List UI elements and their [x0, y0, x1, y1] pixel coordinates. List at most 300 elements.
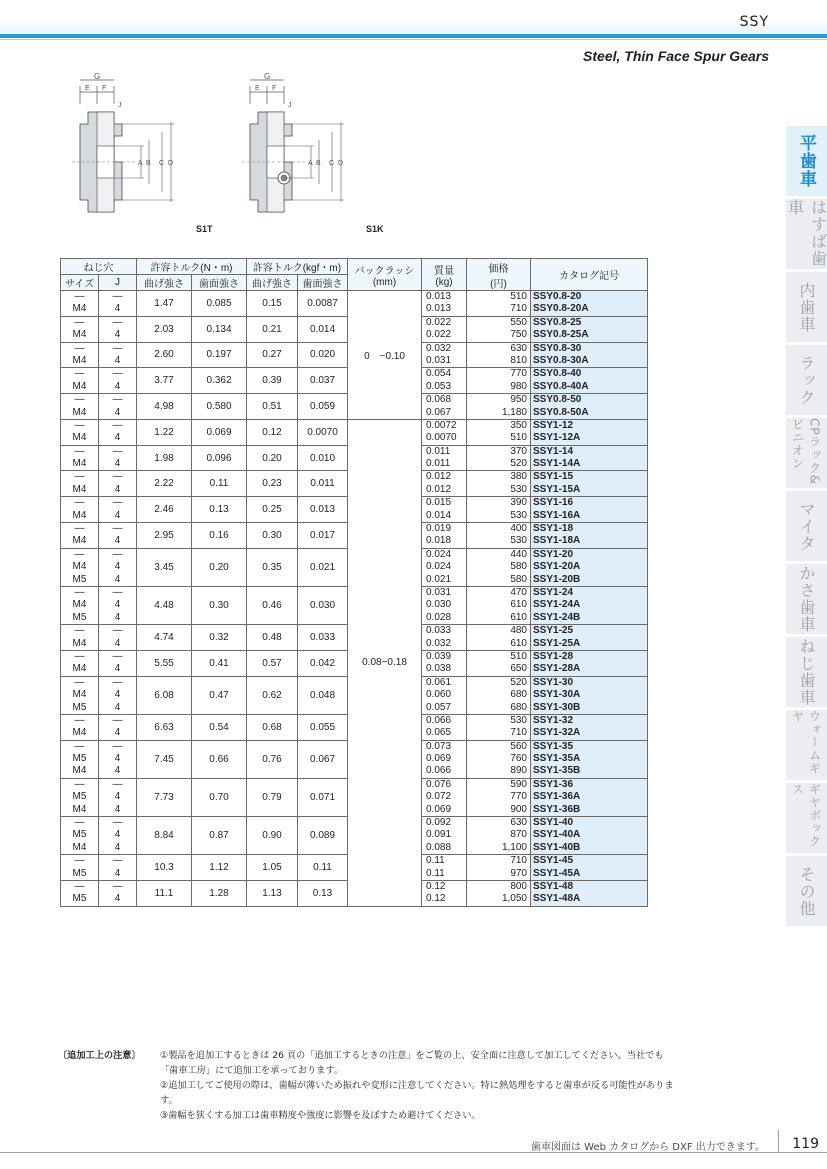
col-torque-kgfm: 許容トルク(kgf・m) — [247, 259, 348, 275]
size-cell — [61, 650, 99, 676]
size-cell-line: — — [74, 880, 85, 892]
size-cell — [61, 855, 99, 881]
col-price — [467, 259, 531, 291]
j-cell-line: 4 — [114, 701, 121, 713]
size-cell — [61, 471, 99, 497]
side-tab[interactable]: かさ歯車 — [786, 564, 827, 634]
bending-kgf-cell: 0.90 — [247, 817, 298, 855]
catalog-cell-line: SSY1-36A — [533, 791, 581, 803]
note-item: ③歯幅を狭くする加工は歯車精度や強度に影響を及ぼすため避けてください。 — [160, 1110, 481, 1121]
j-cell — [99, 471, 137, 497]
j-cell-line: 4 — [114, 727, 121, 739]
catalog-cell — [531, 740, 648, 778]
size-cell-line: M5 — [72, 701, 87, 713]
size-cell-line: M4 — [72, 765, 87, 777]
weight-cell-line: 0.091 — [426, 829, 452, 841]
side-tab[interactable]: 平歯車 — [786, 126, 827, 196]
weight-cell-line: 0.11 — [426, 855, 445, 867]
surface-kgf-cell: 0.0070 — [298, 419, 348, 445]
surface-nm-cell: 0.66 — [192, 740, 247, 778]
col-bending-nm: 曲げ強さ — [137, 275, 192, 291]
j-cell-line: 4 — [114, 765, 121, 777]
product-subtitle: Steel, Thin Face Spur Gears — [583, 48, 769, 64]
catalog-cell-line: SSY1-40B — [533, 841, 581, 853]
bending-nm-cell: 8.84 — [137, 817, 192, 855]
j-cell-line: 4 — [114, 573, 121, 585]
catalog-cell-line: SSY1-35 — [533, 740, 574, 752]
size-cell-line: M5 — [72, 573, 87, 585]
j-cell-line: 4 — [114, 432, 121, 444]
j-cell-line: 4 — [114, 753, 121, 765]
size-cell-line: — — [74, 586, 85, 598]
catalog-cell-line: SSY0.8-40A — [533, 380, 589, 392]
backlash-cell: 0 ~0.10 — [348, 291, 422, 420]
size-cell-line: — — [74, 419, 85, 431]
size-cell-line: M5 — [72, 791, 87, 803]
price-cell-line: 710 — [510, 727, 527, 739]
notes-lead: 〔追加工上の注意〕 — [58, 1050, 141, 1061]
price-cell — [467, 342, 531, 368]
catalog-cell — [531, 368, 648, 394]
size-cell-line: — — [74, 650, 85, 662]
catalog-cell-line: SSY1-24A — [533, 599, 581, 611]
bending-kgf-cell: 1.13 — [247, 880, 298, 906]
weight-cell — [422, 586, 467, 624]
price-cell-line: 630 — [510, 817, 527, 829]
bending-kgf-cell: 0.76 — [247, 740, 298, 778]
surface-kgf-cell: 0.11 — [298, 855, 348, 881]
j-cell-line: 4 — [114, 329, 121, 341]
size-cell-line: M4 — [72, 535, 87, 547]
weight-cell-line: 0.066 — [426, 714, 452, 726]
weight-cell — [422, 523, 467, 549]
size-cell-line: M4 — [72, 483, 87, 495]
side-tab[interactable]: その他 — [786, 856, 827, 926]
bending-nm-cell: 1.47 — [137, 291, 192, 317]
weight-cell-line: 0.060 — [426, 689, 452, 701]
j-cell — [99, 625, 137, 651]
bending-nm-cell: 4.74 — [137, 625, 192, 651]
col-screw-hole: ねじ穴 — [61, 259, 137, 275]
weight-cell — [422, 291, 467, 317]
j-cell-line: — — [112, 497, 123, 509]
price-cell-line: 610 — [510, 637, 527, 649]
svg-text:G: G — [94, 72, 101, 81]
bending-kgf-cell: 1.05 — [247, 855, 298, 881]
price-cell-line: 400 — [510, 523, 527, 535]
weight-cell-line: 0.013 — [426, 303, 452, 315]
surface-kgf-cell: 0.013 — [298, 497, 348, 523]
catalog-cell — [531, 342, 648, 368]
catalog-cell-line: SSY0.8-50A — [533, 406, 589, 418]
surface-kgf-cell: 0.048 — [298, 676, 348, 714]
catalog-cell-line: SSY1-30A — [533, 689, 581, 701]
catalog-cell — [531, 497, 648, 523]
size-cell-line: — — [74, 676, 85, 688]
surface-kgf-cell: 0.071 — [298, 778, 348, 816]
weight-cell — [422, 342, 467, 368]
bending-nm-cell: 5.55 — [137, 650, 192, 676]
bending-nm-cell: 1.22 — [137, 419, 192, 445]
j-cell-line: 4 — [114, 406, 121, 418]
catalog-cell-line: SSY1-25A — [533, 637, 581, 649]
j-cell-line: — — [112, 880, 123, 892]
surface-kgf-cell: 0.042 — [298, 650, 348, 676]
size-cell — [61, 778, 99, 816]
bending-kgf-cell: 0.39 — [247, 368, 298, 394]
bending-kgf-cell: 0.68 — [247, 714, 298, 740]
price-cell-line: 680 — [510, 689, 527, 701]
catalog-cell-line: SSY0.8-30 — [533, 342, 582, 354]
table-row — [61, 419, 648, 445]
size-cell — [61, 316, 99, 342]
weight-cell-line: 0.032 — [426, 342, 452, 354]
size-cell-line: M4 — [72, 727, 87, 739]
weight-cell-line: 0.028 — [426, 611, 452, 623]
weight-cell-line: 0.021 — [426, 573, 452, 585]
j-cell — [99, 368, 137, 394]
catalog-cell — [531, 471, 648, 497]
bending-nm-cell: 2.46 — [137, 497, 192, 523]
weight-cell — [422, 419, 467, 445]
bending-nm-cell: 2.95 — [137, 523, 192, 549]
surface-nm-cell: 0.069 — [192, 419, 247, 445]
surface-nm-cell: 0.16 — [192, 523, 247, 549]
side-tab[interactable]: マイタ — [786, 491, 827, 561]
price-cell — [467, 445, 531, 471]
surface-nm-cell: 0.085 — [192, 291, 247, 317]
catalog-cell-line: SSY1-18A — [533, 535, 581, 547]
surface-nm-cell: 1.12 — [192, 855, 247, 881]
j-cell-line: 4 — [114, 689, 121, 701]
weight-cell — [422, 497, 467, 523]
j-cell — [99, 586, 137, 624]
size-cell-line: M4 — [72, 663, 87, 675]
side-tab[interactable]: CPラック&ピニオン — [786, 418, 827, 488]
j-cell — [99, 445, 137, 471]
price-cell-line: 1,050 — [501, 893, 527, 905]
catalog-cell-line: SSY1-15 — [533, 471, 574, 483]
catalog-cell — [531, 445, 648, 471]
header-rule — [0, 34, 827, 38]
col-weight-label: 質量 — [434, 265, 454, 277]
surface-kgf-cell: 0.014 — [298, 316, 348, 342]
catalog-cell-line: SSY1-32 — [533, 714, 574, 726]
size-cell-line: M4 — [72, 303, 87, 315]
catalog-cell-line: SSY0.8-20 — [533, 291, 582, 302]
price-cell — [467, 880, 531, 906]
price-cell — [467, 368, 531, 394]
size-cell-line: M4 — [72, 329, 87, 341]
surface-kgf-cell: 0.033 — [298, 625, 348, 651]
side-tab[interactable]: はすば歯車 — [785, 199, 827, 267]
catalog-cell-line: SSY1-14A — [533, 458, 581, 470]
price-cell — [467, 625, 531, 651]
size-cell-line: — — [74, 548, 85, 560]
catalog-cell — [531, 291, 648, 317]
catalog-cell-line: SSY1-45A — [533, 867, 581, 879]
surface-nm-cell: 0.47 — [192, 676, 247, 714]
bending-kgf-cell: 0.57 — [247, 650, 298, 676]
j-cell-line: 4 — [114, 599, 121, 611]
size-cell-line: — — [74, 817, 85, 829]
price-cell-line: 1,180 — [501, 406, 527, 418]
size-cell-line: — — [74, 368, 85, 380]
price-cell — [467, 523, 531, 549]
price-cell — [467, 394, 531, 420]
weight-cell-line: 0.054 — [426, 368, 452, 380]
surface-nm-cell: 0.70 — [192, 778, 247, 816]
j-cell-line: — — [112, 316, 123, 328]
svg-text:F: F — [272, 85, 277, 92]
price-cell-line: 890 — [510, 765, 527, 777]
drawing-s1t — [66, 72, 216, 237]
price-cell-line: 800 — [510, 880, 527, 892]
weight-cell-line: 0.031 — [426, 586, 452, 598]
size-cell-line: — — [74, 316, 85, 328]
weight-cell-line: 0.015 — [426, 497, 452, 509]
j-cell-line: 4 — [114, 829, 121, 841]
j-cell-line: 4 — [114, 663, 121, 675]
size-cell-line: M5 — [72, 753, 87, 765]
price-cell-line: 710 — [510, 303, 527, 315]
weight-cell-line: 0.069 — [426, 753, 452, 765]
col-weight — [422, 259, 467, 291]
size-cell — [61, 880, 99, 906]
side-tab[interactable]: ウォームギヤ — [786, 710, 827, 780]
weight-cell-line: 0.024 — [426, 548, 452, 560]
col-j: J — [99, 275, 137, 291]
bending-kgf-cell: 0.21 — [247, 316, 298, 342]
j-cell-line: 4 — [114, 791, 121, 803]
price-cell-line: 750 — [510, 329, 527, 341]
price-cell-line: 530 — [510, 483, 527, 495]
svg-text:J: J — [288, 102, 292, 109]
header-rule-thin — [0, 39, 827, 40]
size-cell-line: — — [74, 855, 85, 867]
price-cell-line: 380 — [510, 471, 527, 483]
weight-cell-line: 0.019 — [426, 523, 452, 535]
bending-nm-cell: 2.60 — [137, 342, 192, 368]
surface-kgf-cell: 0.037 — [298, 368, 348, 394]
svg-text:F: F — [102, 85, 107, 92]
size-cell — [61, 817, 99, 855]
price-cell — [467, 548, 531, 586]
size-cell-line: M5 — [72, 893, 87, 905]
catalog-cell-line: SSY1-40 — [533, 817, 574, 829]
bending-nm-cell: 10.3 — [137, 855, 192, 881]
surface-kgf-cell: 0.010 — [298, 445, 348, 471]
surface-nm-cell: 0.096 — [192, 445, 247, 471]
side-tab[interactable]: ねじ歯車 — [786, 637, 827, 707]
surface-nm-cell: 0.32 — [192, 625, 247, 651]
weight-cell — [422, 368, 467, 394]
price-cell-line: 900 — [510, 803, 527, 815]
size-cell-line: M4 — [72, 599, 87, 611]
weight-cell-line: 0.038 — [426, 663, 452, 675]
j-cell — [99, 714, 137, 740]
weight-cell-line: 0.072 — [426, 791, 452, 803]
j-cell-line: — — [112, 650, 123, 662]
catalog-cell — [531, 817, 648, 855]
catalog-cell-line: SSY1-30B — [533, 701, 581, 713]
svg-text:D: D — [338, 160, 344, 167]
col-size: サイズ — [61, 275, 99, 291]
j-cell-line: — — [112, 740, 123, 752]
weight-cell — [422, 548, 467, 586]
price-cell — [467, 316, 531, 342]
catalog-cell-line: SSY1-45 — [533, 855, 574, 867]
j-cell-line: 4 — [114, 637, 121, 649]
j-cell — [99, 740, 137, 778]
col-price-label: 価格 — [488, 263, 509, 275]
price-cell — [467, 471, 531, 497]
j-cell — [99, 778, 137, 816]
price-cell-line: 350 — [510, 419, 527, 431]
j-cell-line: — — [112, 625, 123, 637]
surface-kgf-cell: 0.020 — [298, 342, 348, 368]
weight-cell — [422, 650, 467, 676]
j-cell-line: 4 — [114, 841, 121, 853]
size-cell-line: M4 — [72, 689, 87, 701]
col-backlash-label: バックラッシ — [354, 265, 415, 277]
svg-text:B: B — [146, 160, 151, 167]
catalog-cell-line: SSY0.8-30A — [533, 354, 589, 366]
j-cell-line: — — [112, 368, 123, 380]
side-tab[interactable]: 内歯車 — [786, 272, 827, 342]
bending-nm-cell: 7.45 — [137, 740, 192, 778]
j-cell-line: — — [112, 817, 123, 829]
bending-nm-cell: 1.98 — [137, 445, 192, 471]
catalog-cell-line: SSY1-30 — [533, 676, 574, 688]
j-cell-line: 4 — [114, 561, 121, 573]
catalog-cell-line: SSY1-16 — [533, 497, 574, 509]
catalog-cell-line: SSY1-28 — [533, 650, 574, 662]
j-cell-line: 4 — [114, 867, 121, 879]
catalog-cell-line: SSY1-12A — [533, 432, 581, 444]
j-cell-line: — — [112, 523, 123, 535]
price-cell — [467, 855, 531, 881]
bending-nm-cell: 6.08 — [137, 676, 192, 714]
size-cell-line: — — [74, 394, 85, 406]
size-cell-line: M4 — [72, 803, 87, 815]
bending-kgf-cell: 0.27 — [247, 342, 298, 368]
col-backlash — [348, 259, 422, 291]
catalog-cell-line: SSY1-15A — [533, 483, 581, 495]
catalog-cell-line: SSY1-12 — [533, 419, 574, 431]
bending-nm-cell: 3.45 — [137, 548, 192, 586]
j-cell-line: 4 — [114, 509, 121, 521]
weight-cell — [422, 740, 467, 778]
bending-nm-cell: 11.1 — [137, 880, 192, 906]
size-cell — [61, 586, 99, 624]
weight-cell-line: 0.030 — [426, 599, 452, 611]
price-cell — [467, 740, 531, 778]
price-cell-line: 530 — [510, 509, 527, 521]
weight-cell-line: 0.012 — [426, 471, 452, 483]
spec-table — [60, 258, 648, 907]
price-cell-line: 680 — [510, 701, 527, 713]
catalog-cell-line: SSY1-14 — [533, 445, 574, 457]
side-tab[interactable]: ラック — [786, 345, 827, 415]
col-price-unit: (円) — [490, 278, 507, 290]
j-cell — [99, 497, 137, 523]
bending-kgf-cell: 0.62 — [247, 676, 298, 714]
catalog-cell-line: SSY1-48A — [533, 893, 581, 905]
surface-nm-cell: 0.13 — [192, 497, 247, 523]
catalog-cell-line: SSY1-28A — [533, 663, 581, 675]
surface-kgf-cell: 0.059 — [298, 394, 348, 420]
j-cell-line: 4 — [114, 611, 121, 623]
price-cell — [467, 419, 531, 445]
catalog-cell — [531, 625, 648, 651]
weight-cell-line: 0.073 — [426, 740, 452, 752]
surface-kgf-cell: 0.017 — [298, 523, 348, 549]
weight-cell — [422, 880, 467, 906]
catalog-cell — [531, 586, 648, 624]
side-tab[interactable]: ギヤボックス — [786, 783, 827, 853]
size-cell — [61, 368, 99, 394]
bending-kgf-cell: 0.15 — [247, 291, 298, 317]
catalog-cell-line: SSY1-24 — [533, 586, 574, 598]
price-cell-line: 550 — [510, 316, 527, 328]
size-cell — [61, 740, 99, 778]
price-cell-line: 520 — [510, 676, 527, 688]
col-torque-nm: 許容トルク(N・m) — [137, 259, 247, 275]
svg-text:C: C — [329, 160, 335, 167]
weight-cell-line: 0.053 — [426, 380, 452, 392]
size-cell-line: — — [74, 740, 85, 752]
size-cell — [61, 394, 99, 420]
series-code: SSY — [739, 14, 769, 30]
weight-cell-line: 0.011 — [426, 445, 451, 457]
size-cell-line: M4 — [72, 458, 87, 470]
weight-cell — [422, 676, 467, 714]
surface-nm-cell: 0.134 — [192, 316, 247, 342]
price-cell-line: 950 — [510, 394, 527, 406]
price-cell-line: 610 — [510, 611, 527, 623]
weight-cell-line: 0.033 — [426, 625, 452, 637]
surface-kgf-cell: 0.067 — [298, 740, 348, 778]
price-cell-line: 370 — [510, 445, 527, 457]
surface-kgf-cell: 0.055 — [298, 714, 348, 740]
j-cell — [99, 291, 137, 317]
size-cell-line: M4 — [72, 509, 87, 521]
size-cell — [61, 676, 99, 714]
bending-kgf-cell: 0.25 — [247, 497, 298, 523]
bending-kgf-cell: 0.79 — [247, 778, 298, 816]
j-cell — [99, 817, 137, 855]
j-cell-line: 4 — [114, 354, 121, 366]
catalog-cell — [531, 394, 648, 420]
weight-cell-line: 0.065 — [426, 727, 452, 739]
page-number: 119 — [792, 1136, 819, 1152]
price-cell-line: 590 — [510, 778, 527, 790]
weight-cell — [422, 817, 467, 855]
j-cell — [99, 650, 137, 676]
weight-cell-line: 0.067 — [426, 406, 452, 418]
bending-kgf-cell: 0.51 — [247, 394, 298, 420]
j-cell — [99, 342, 137, 368]
catalog-cell-line: SSY0.8-25A — [533, 329, 589, 341]
price-cell-line: 530 — [510, 714, 527, 726]
catalog-cell — [531, 523, 648, 549]
price-cell-line: 560 — [510, 740, 527, 752]
weight-cell — [422, 445, 467, 471]
bending-nm-cell: 4.48 — [137, 586, 192, 624]
price-cell-line: 710 — [510, 855, 527, 867]
catalog-cell-line: SSY0.8-50 — [533, 394, 582, 406]
